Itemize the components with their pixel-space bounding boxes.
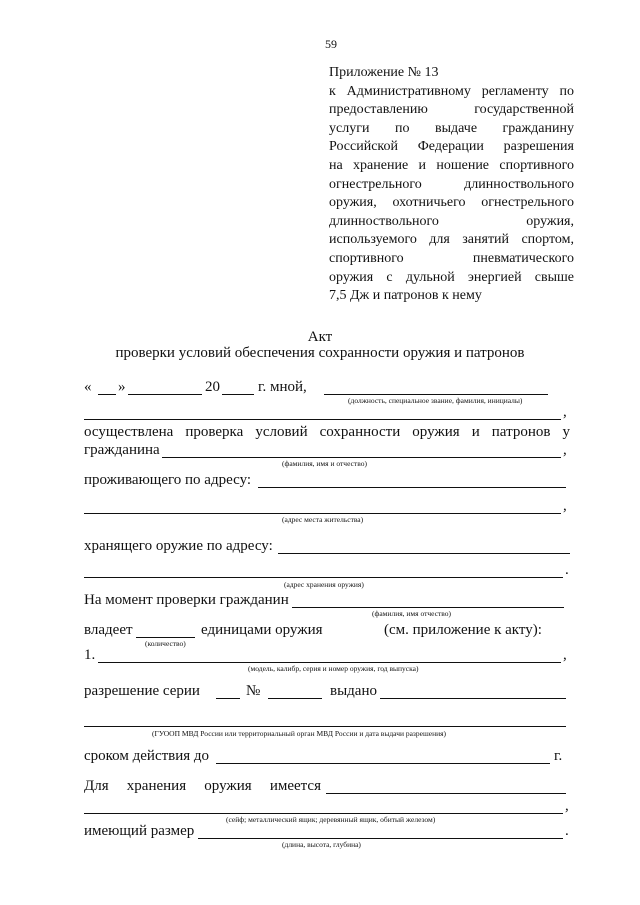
moment-label: На момент проверки гражданин xyxy=(84,592,289,608)
year-field[interactable] xyxy=(222,394,254,395)
annex-line: огнестрельного длинноствольного xyxy=(329,176,574,192)
units-label: единицами оружия xyxy=(201,622,323,638)
authority-field[interactable] xyxy=(84,726,566,727)
word: проверка xyxy=(185,424,244,440)
permit-series-label: разрешение серии xyxy=(84,683,200,699)
comma: , xyxy=(563,404,567,420)
word: хранения xyxy=(126,778,187,794)
comma: , xyxy=(565,798,569,814)
issued-label: выдано xyxy=(330,683,377,699)
issued-by-field[interactable] xyxy=(380,698,566,699)
residence-field-continued[interactable] xyxy=(84,513,561,514)
word: патронов xyxy=(491,424,551,440)
annex-line: к Административному регламенту по xyxy=(329,83,574,99)
annex-line: 7,5 Дж и патронов к нему xyxy=(329,288,482,304)
storage-address-field[interactable] xyxy=(278,553,570,554)
year-abbr: г. xyxy=(554,748,563,764)
citizen-label: гражданина xyxy=(84,442,160,458)
word: имеется xyxy=(269,778,321,794)
storage-address-label: хранящего оружие по адресу: xyxy=(84,538,273,554)
word: у xyxy=(562,424,570,440)
caption-officer: (должность, специальное звание, фамилия, инициалы) xyxy=(348,396,523,405)
see-annex-label: (см. приложение к акту): xyxy=(384,622,542,638)
caption-quantity: (количество) xyxy=(145,639,186,648)
officer-field[interactable] xyxy=(324,394,548,395)
comma: , xyxy=(563,498,567,514)
owns-label: владеет xyxy=(84,622,133,638)
caption-authority: (ГУООП МВД России или территориальный орган МВД России и дата выдачи разрешения) xyxy=(152,729,447,738)
number-sign: № xyxy=(246,683,261,699)
year-prefix: 20 xyxy=(205,379,220,395)
annex-line: предоставлению государственной xyxy=(329,102,574,118)
period: . xyxy=(565,562,569,578)
word: оружия xyxy=(204,778,252,794)
moment-citizen-field[interactable] xyxy=(292,607,564,608)
comma: , xyxy=(563,442,567,458)
residence-field[interactable] xyxy=(258,487,566,488)
day-field[interactable] xyxy=(98,394,116,395)
comma: , xyxy=(563,647,567,663)
item-number: 1. xyxy=(84,647,96,663)
size-field[interactable] xyxy=(198,838,563,839)
annex-line: используемого для занятий спортом, xyxy=(329,232,574,248)
weapon-model-field[interactable] xyxy=(98,662,561,663)
check-performed-line xyxy=(84,424,570,441)
caption-model: (модель, калибр, серия и номер оружия, год выпуска) xyxy=(248,664,419,673)
quantity-field[interactable] xyxy=(136,637,195,638)
officer-field-continued[interactable] xyxy=(84,419,561,420)
date-open-quote: « xyxy=(84,379,92,395)
page-number: 59 xyxy=(325,37,337,51)
act-title: Акт xyxy=(307,329,333,345)
validity-label: сроком действия до xyxy=(84,748,210,764)
act-subtitle: проверки условий обеспечения сохранности оружия и патронов xyxy=(115,345,525,361)
storage-address-field-continued[interactable] xyxy=(84,577,563,578)
permit-series-field[interactable] xyxy=(216,698,240,699)
word: сохранности xyxy=(319,424,401,440)
caption-safe: (сейф; металлический ящик; деревянный ящик, обитый железом) xyxy=(226,815,436,824)
annex-line: оружия, охотничьего огнестрельного xyxy=(329,195,574,211)
word: осуществлена xyxy=(84,424,174,440)
period: . xyxy=(565,823,569,839)
annex-line: оружия с дульной энергией свыше xyxy=(329,269,574,285)
storage-means-field[interactable] xyxy=(326,793,566,794)
annex-heading: Приложение № 13 xyxy=(329,65,439,80)
storage-means-field-continued[interactable] xyxy=(84,813,563,814)
storage-means-line xyxy=(84,778,321,795)
word: условий xyxy=(255,424,308,440)
residence-label: проживающего по адресу: xyxy=(84,472,252,488)
caption-moment: (фамилия, имя отчество) xyxy=(372,609,452,618)
word: и xyxy=(471,424,480,440)
caption-storage: (адрес хранения оружия) xyxy=(284,580,364,589)
validity-date-field[interactable] xyxy=(216,763,550,764)
citizen-field[interactable] xyxy=(162,457,561,458)
word: оружия xyxy=(412,424,460,440)
word: Для xyxy=(84,778,109,794)
annex-header xyxy=(329,64,574,306)
month-field[interactable] xyxy=(128,394,202,395)
annex-line: Российской Федерации разрешения xyxy=(329,139,574,155)
permit-number-field[interactable] xyxy=(268,698,322,699)
annex-line: спортивного пневматического xyxy=(329,250,574,266)
caption-size: (длина, высота, глубина) xyxy=(282,840,361,849)
size-label: имеющий размер xyxy=(84,823,195,839)
caption-residence: (адрес места жительства) xyxy=(282,515,364,524)
annex-line: длинноствольного оружия, xyxy=(329,213,574,229)
year-suffix: г. мной, xyxy=(258,379,307,395)
annex-line: услуги по выдаче гражданину xyxy=(329,120,574,136)
date-close-quote: » xyxy=(118,379,126,395)
annex-line: на хранение и ношение спортивного xyxy=(329,157,574,173)
caption-citizen: (фамилия, имя и отчество) xyxy=(282,459,367,468)
